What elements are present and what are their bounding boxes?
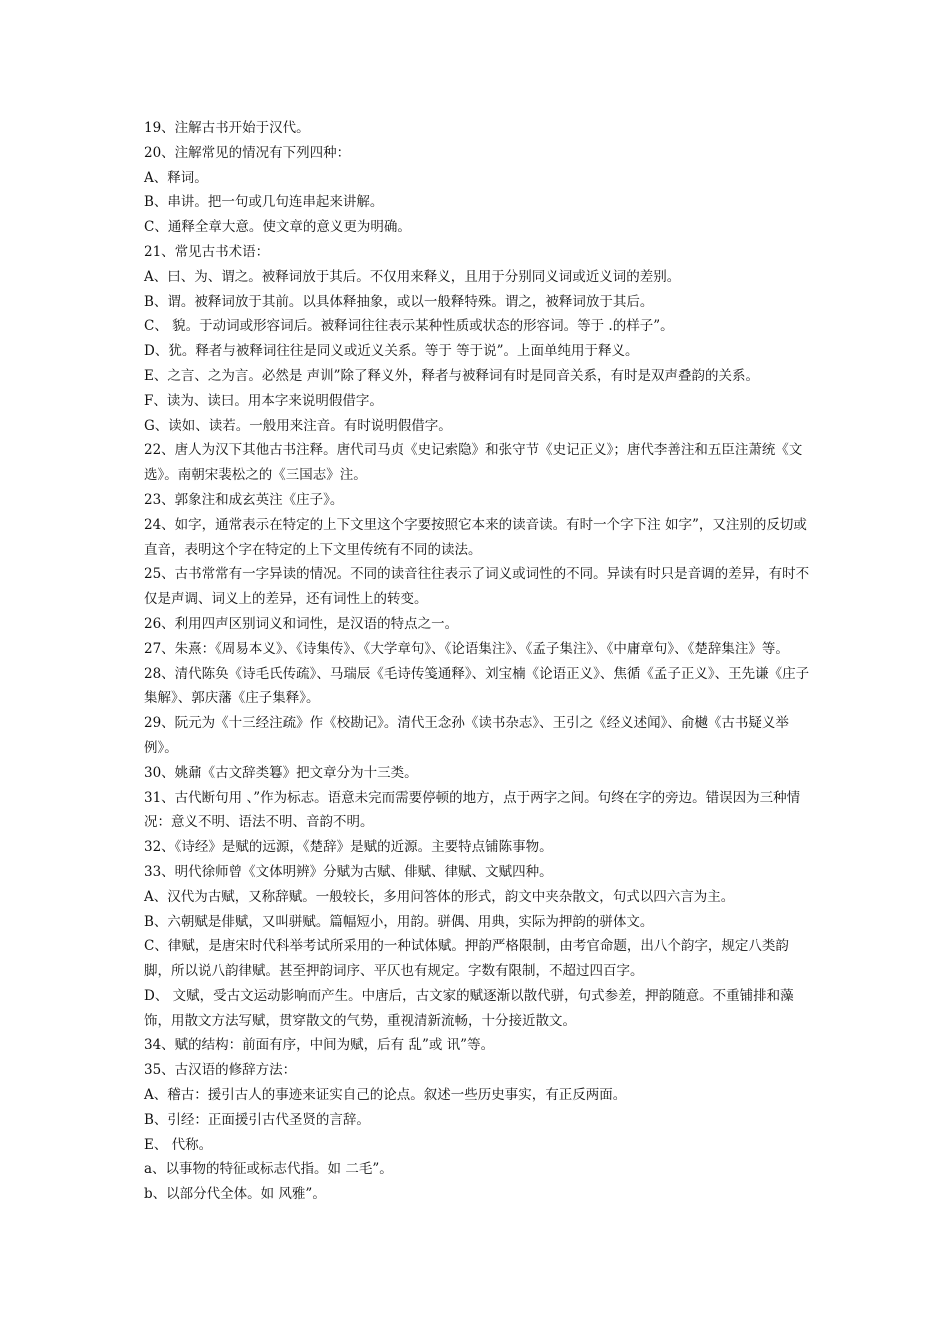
paragraph: 21、常见古书术语： [144,243,270,260]
paragraph: A、曰、为、谓之。被释词放于其后。不仅用来释义，且用于分别同义词或近义词的差别。 [144,268,681,285]
paragraph: 30、姚鼐《古文辞类篹》把文章分为十三类。 [144,764,418,781]
paragraph: B、串讲。把一句或几句连串起来讲解。 [144,194,384,211]
paragraph: A、稽古：援引古人的事迹来证实自己的论点。叙述一些历史事实，有正反两面。 [144,1087,627,1104]
paragraph: b、以部分代全体。如 风雅”。 [144,1186,326,1203]
paragraph: E、 代称。 [144,1136,213,1153]
paragraph: 28、清代陈奂《诗毛氏传疏》、马瑞辰《毛诗传笺通释》、刘宝楠《论语正义》、焦循《孟子正义》、王先谦《庄子集解》、郭庆藩《庄子集释》。 [144,665,810,707]
paragraph: D、犹。释者与被释词往往是同义或近义关系。等于 等于说”。上面单纯用于释义。 [144,343,639,360]
paragraph: 26、利用四声区别词义和词性，是汉语的特点之一。 [144,615,459,632]
paragraph: B、谓。被释词放于其前。以具体释抽象，或以一般释特殊。谓之，被释词放于其后。 [144,293,654,310]
paragraph: C、通释全章大意。使文章的意义更为明确。 [144,219,411,236]
paragraph: 20、注解常见的情况有下列四种： [144,144,351,161]
paragraph: 34、赋的结构：前面有序，中间为赋，后有 乱”或 讯”等。 [144,1037,495,1054]
paragraph: A、释词。 [144,169,208,186]
paragraph: 31、古代断句用 、”作为标志。语意未完而需要停顿的地方，点于两字之间。句终在字的旁边。错误因为三种情况：意义不明、语法不明、音韵不明。 [144,789,801,831]
paragraph: 24、如字，通常表示在特定的上下文里这个字要按照它本来的读音读。有时一个字下注 如字”，又注别的反切或直音，表明这个字在特定的上下文里传统有不同的读法。 [144,516,807,558]
paragraph: B、引经：正面援引古代圣贤的言辞。 [144,1111,370,1128]
paragraph: D、 文赋，受古文运动影响而产生。中唐后，古文家的赋逐渐以散代骈，句式参差，押韵随意。不重铺排和藻饰，用散文方法写赋，贯穿散文的气势，重视清新流畅，十分接近散文。 [144,987,794,1029]
paragraph: 35、古汉语的修辞方法： [144,1062,297,1079]
paragraph: G、读如、读若。一般用来注音。有时说明假借字。 [144,417,452,434]
paragraph: 33、明代徐师曾《文体明辨》分赋为古赋、俳赋、律赋、文赋四种。 [144,863,553,880]
paragraph: A、汉代为古赋，又称辞赋。一般较长，多用问答体的形式，韵文中夹杂散文，句式以四六言为主。 [144,888,735,905]
paragraph: 32、《诗经》是赋的远源，《楚辞》是赋的近源。主要特点铺陈事物。 [144,839,553,856]
paragraph: F、读为、读曰。用本字来说明假借字。 [144,392,383,409]
paragraph: a、以事物的特征或标志代指。如 二毛”。 [144,1161,393,1178]
paragraph: 22、唐人为汉下其他古书注释。唐代司马贞《史记索隐》和张守节《史记正义》；唐代李善注和五臣注萧统《文选》。南朝宋裴松之的《三国志》注。 [144,442,803,484]
paragraph: 23、郭象注和成玄英注《庄子》。 [144,491,344,508]
paragraph: 19、注解古书开始于汉代。 [144,120,310,136]
paragraph: B、六朝赋是俳赋，又叫骈赋。篇幅短小，用韵。骈偶、用典，实际为押韵的骈体文。 [144,913,654,930]
paragraph: 27、朱熹：《周易本义》、《诗集传》、《大学章句》、《论语集注》、《孟子集注》、《中庸章句》、《楚辞集注》等。 [144,640,789,657]
paragraph: 29、阮元为《十三经注疏》作《校勘记》。清代王念孙《读书杂志》、王引之《经义述闻》、俞樾《古书疑义举例》。 [144,715,789,756]
document-page [144,116,810,1207]
paragraph: E、之言、之为言。必然是 声训”除了释义外，释者与被释词有时是同音关系，有时是双声叠韵的关系。 [144,367,760,384]
paragraph: 25、古书常常有一字异读的情况。不同的读音往往表示了词义或词性的不同。异读有时只是音调的差异，有时不仅是声调、词义上的差异，还有词性上的转变。 [144,566,810,608]
paragraph: C、律赋，是唐宋时代科举考试所采用的一种试体赋。押韵严格限制，由考官命题，出八个韵字，规定八类韵脚，所以说八韵律赋。甚至押韵词序、平仄也有规定。字数有限制，不超过四百字。 [144,938,789,980]
paragraph: C、 貌。于动词或形容词后。被释词往往表示某种性质或状态的形容词。等于 .的样子”。 [144,318,674,335]
